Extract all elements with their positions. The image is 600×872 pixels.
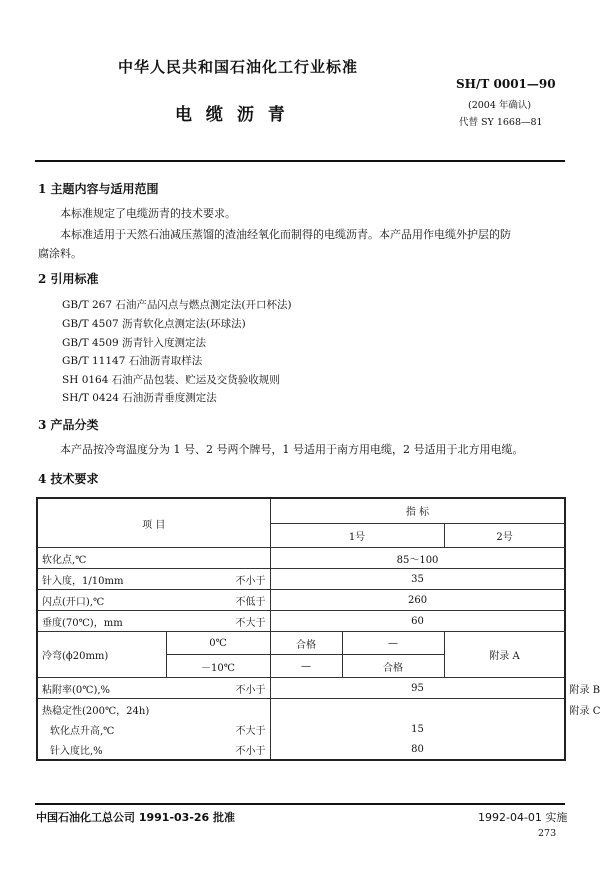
section-1-heading: 1 主题内容与适用范围	[38, 182, 159, 196]
cold-bend-temp1-grade1: 合格	[270, 632, 342, 655]
section-1-para-2: 本标准适用于天然石油减压蒸馏的渣油经氧化而制得的电缆沥青。本产品用作电缆外护层的防	[60, 228, 511, 241]
approval-line: 中国石油化工总公司 1991-03-26 批准	[36, 811, 236, 824]
table-row	[37, 611, 565, 632]
thermal-sub1-label: 软化点升高,℃	[50, 725, 115, 737]
col-index-header: 指 标	[270, 498, 565, 523]
thermal-value-blank	[270, 699, 565, 720]
row-limit: 不小于	[235, 684, 266, 696]
row-value: 95	[270, 678, 565, 699]
page-title: 电 缆 沥 青	[175, 105, 289, 125]
row-item	[37, 611, 270, 632]
section-1-para-1: 本标准规定了电缆沥青的技术要求。	[60, 207, 236, 220]
col-grade1-header: 1号	[270, 523, 444, 547]
thermal-sub1-item	[37, 719, 270, 739]
row-value: 35	[270, 569, 565, 590]
tech-requirements-table	[36, 497, 600, 761]
table-row	[37, 548, 565, 569]
thermal-sub2-value: 80	[270, 739, 565, 760]
thermal-sub2-item	[37, 739, 270, 760]
cold-bend-temp2: －10℃	[166, 655, 270, 678]
ref-gb267: GB/T 267 石油产品闪点与燃点测定法(开口杯法)	[62, 299, 292, 311]
thermal-sub2-label: 针入度比,%	[50, 745, 103, 757]
ref-gb4507: GB/T 4507 沥青软化点测定法(环球法)	[62, 318, 246, 330]
ref-gb4509: GB/T 4509 沥青针入度测定法	[62, 337, 207, 349]
cold-bend-temp1-grade2: —	[342, 632, 444, 655]
page-number: 273	[538, 828, 557, 839]
cold-bend-item: 冷弯(ϕ20mm)	[37, 632, 166, 678]
table-row-cold-bend-1	[37, 632, 565, 655]
section-3-para: 本产品按冷弯温度分为 1 号、2 号两个牌号，1 号适用于南方用电缆，2 号适用于北方用电缆。	[60, 443, 524, 456]
row-item-label: 闪点(开口),℃	[42, 596, 105, 608]
cold-bend-temp2-grade1: —	[270, 655, 342, 678]
row-item	[37, 569, 270, 590]
ref-sh0424: SH/T 0424 石油沥青垂度测定法	[62, 392, 217, 404]
table-row	[37, 569, 565, 590]
row-item: 软化点,℃	[37, 548, 270, 569]
thermal-sub2-limit: 不小于	[235, 745, 266, 757]
row-value: 85～100	[270, 548, 565, 569]
table-row: 粘附率(0℃),% 不小于 95 附录 B	[37, 678, 565, 699]
header-divider	[35, 160, 565, 162]
col-item-header: 项 目	[37, 498, 270, 548]
table-header-row-1	[37, 498, 565, 523]
row-item	[37, 678, 270, 699]
standard-code: SH/T 0001—90	[456, 77, 556, 91]
cold-bend-temp1: 0℃	[166, 632, 270, 655]
row-limit: 不大于	[235, 617, 266, 629]
section-3-heading: 3 产品分类	[38, 418, 99, 432]
table-row-thermal-header: 热稳定性(200℃，24h) 附录 C	[37, 699, 565, 720]
ref-gb11147: GB/T 11147 石油沥青取样法	[62, 355, 203, 367]
table-row-thermal-sub1	[37, 719, 565, 739]
ref-sh0164: SH 0164 石油产品包装、贮运及交货验收规则	[62, 374, 280, 386]
footer-divider	[35, 803, 565, 805]
effective-date: 1992-04-01 实施	[478, 811, 568, 824]
row-item-label: 针入度，1/10mm	[42, 575, 124, 587]
row-item-label: 垂度(70℃)，mm	[42, 617, 123, 629]
org-standard-title: 中华人民共和国石油化工行业标准	[118, 58, 359, 76]
thermal-sub1-value: 15	[270, 719, 565, 739]
table-row-thermal-sub2	[37, 739, 565, 760]
row-limit: 不小于	[235, 575, 266, 587]
section-4-heading: 4 技术要求	[38, 472, 99, 486]
row-item	[37, 590, 270, 611]
replaces-note: 代替 SY 1668—81	[459, 117, 543, 128]
row-item-label: 粘附率(0℃),%	[42, 684, 111, 696]
col-grade2-header: 2号	[444, 523, 565, 547]
row-value: 60	[270, 611, 565, 632]
row-limit: 不低于	[235, 596, 266, 608]
section-1-para-2-cont: 腐涂料。	[38, 247, 82, 260]
thermal-item: 热稳定性(200℃，24h)	[37, 699, 270, 720]
confirmed-note: (2004 年确认)	[468, 100, 532, 111]
cold-bend-temp2-grade2: 合格	[342, 655, 444, 678]
table-row	[37, 590, 565, 611]
cold-bend-method: 附录 A	[444, 632, 565, 678]
section-2-heading: 2 引用标准	[38, 272, 99, 286]
thermal-sub1-limit: 不大于	[235, 725, 266, 737]
row-value: 260	[270, 590, 565, 611]
